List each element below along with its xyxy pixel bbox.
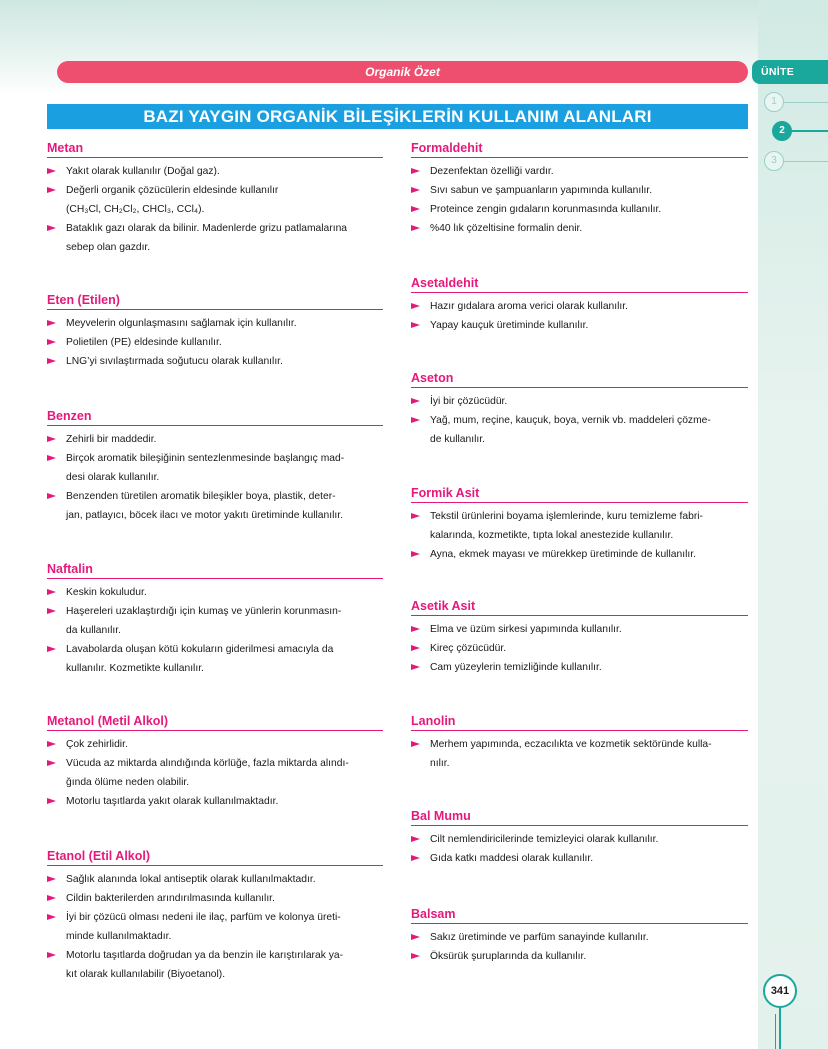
page-stem [779,1008,781,1049]
bullet-item [47,583,383,602]
bullet-item [411,507,748,526]
section-metanol-metil-alkol- [47,714,383,811]
unit-navigation [758,88,828,178]
item-text: Kireç çözücüdür. [430,643,507,654]
section-title: Eten (Etilen) [47,293,383,310]
bullet-item [411,928,748,947]
item-text: Çok zehirlidir. [66,739,128,750]
bullet-arrow-icon [411,303,420,309]
section-asetaldehit [411,276,748,335]
item-text: Cildin bakterilerden arındırılmasında kullanılır. [66,893,275,904]
item-text: %40 lık çözeltisine formalin denir. [430,223,583,234]
bullet-item [411,392,748,411]
item-text: Cam yüzeylerin temizliğinde kullanılır. [430,662,602,673]
bullet-arrow-icon [47,646,56,652]
section-bal-mumu [411,809,748,868]
bullet-arrow-icon [47,876,56,882]
bullet-arrow-icon [47,455,56,461]
item-text: Zehirli bir maddedir. [66,434,157,445]
bullet-arrow-icon [411,645,420,651]
item-text: da kullanılır. [66,625,121,636]
bullet-item [411,297,748,316]
bullet-item [47,449,383,468]
bullet-item-continuation [47,773,383,792]
item-text: Lavabolarda oluşan kötü kokuların giderilmesi amacıyla da [66,644,334,655]
section-title: Benzen [47,409,383,426]
side-label [772,790,792,950]
bullet-arrow-icon [411,934,420,940]
section-title: Aseton [411,371,748,388]
item-text: Benzenden türetilen aromatik bileşikler boya, plastik, deter- [66,491,336,502]
bullet-item-continuation [47,965,383,984]
item-text: Değerli organik çözücülerin eldesinde kullanılır [66,185,279,196]
bullet-item [47,314,383,333]
bullet-arrow-icon [47,339,56,345]
bullet-item-continuation [47,506,383,525]
item-text: Hazır gıdalara aroma verici olarak kullanılır. [430,301,629,312]
section-title: Etanol (Etil Alkol) [47,849,383,866]
bullet-arrow-icon [411,206,420,212]
bullet-arrow-icon [47,952,56,958]
item-text: Motorlu taşıtlarda yakıt olarak kullanılmaktadır. [66,796,279,807]
section-lanolin [411,714,748,773]
item-text: Bataklık gazı olarak da bilinir. Madenlerde grizu patlamalarına [66,223,348,234]
bullet-arrow-icon [47,358,56,364]
bullet-item [411,411,748,430]
section-naftalin [47,562,383,678]
bullet-arrow-icon [47,225,56,231]
section-etanol-etil-alkol- [47,849,383,984]
section-metan [47,141,383,257]
bullet-arrow-icon [411,187,420,193]
item-text: Gıda katkı maddesi olarak kullanılır. [430,853,594,864]
item-text: sebep olan gazdır. [66,242,151,253]
item-text: desi olarak kullanılır. [66,472,160,483]
section-aseton [411,371,748,449]
bullet-item [411,200,748,219]
item-text: kalarında, kozmetikte, tıpta lokal anestezide kullanılır. [430,530,674,541]
bullet-arrow-icon [47,436,56,442]
bullet-item-continuation [47,238,383,257]
bullet-item [411,316,748,335]
section-title: Asetik Asit [411,599,748,616]
bullet-arrow-icon [411,398,420,404]
bullet-arrow-icon [47,608,56,614]
item-text: Yapay kauçuk üretiminde kullanılır. [430,320,589,331]
section-title: Metanol (Metil Alkol) [47,714,383,731]
bullet-item [411,849,748,868]
bullet-arrow-icon [411,953,420,959]
bullet-item [47,754,383,773]
bullet-arrow-icon [47,168,56,174]
item-text: İyi bir çözücüdür. [430,396,508,407]
item-text: Sıvı sabun ve şampuanların yapımında kullanılır. [430,185,653,196]
bullet-item [47,352,383,371]
bullet-arrow-icon [47,798,56,804]
section-title: Formaldehit [411,141,748,158]
side-label-text [782,909,828,920]
bullet-arrow-icon [47,589,56,595]
bullet-arrow-icon [411,664,420,670]
bullet-item [411,545,748,564]
bullet-item [47,430,383,449]
section-benzen [47,409,383,525]
item-text: Keskin kokuludur. [66,587,147,598]
page-title: BAZI YAYGIN ORGANİK BİLEŞİKLERİN KULLANIM ALANLARI [47,104,748,129]
bullet-arrow-icon [47,741,56,747]
bullet-item [411,830,748,849]
item-text: Ayna, ekmek mayası ve mürekkep üretiminde de kullanılır. [430,549,696,560]
section-header: Organik Özet [57,61,748,83]
item-text: Vücuda az miktarda alındığında körlüğe, fazla miktarda alındı- [66,758,349,769]
bullet-item [47,640,383,659]
bullet-arrow-icon [47,895,56,901]
section-title: Formik Asit [411,486,748,503]
item-text: ğında ölüme neden olabilir. [66,777,190,788]
bullet-arrow-icon [47,760,56,766]
bullet-arrow-icon [411,855,420,861]
item-text: nılır. [430,758,450,769]
bullet-item [47,889,383,908]
bullet-item-continuation [47,659,383,678]
bullet-arrow-icon [411,322,420,328]
item-text: Birçok aromatik bileşiğinin sentezlenmesinde başlangıç mad- [66,453,345,464]
bullet-item-continuation [411,754,748,773]
bullet-item [47,908,383,927]
unit-3-button[interactable]: 3 [764,151,784,171]
bullet-item [47,181,383,200]
unit-tab[interactable]: ÜNİTE [752,60,828,84]
bullet-item [411,162,748,181]
bullet-item-continuation [47,621,383,640]
section-title: Metan [47,141,383,158]
item-text: de kullanılır. [430,434,485,445]
bullet-item-continuation [47,200,383,219]
section-asetik-asit [411,599,748,677]
item-text: Motorlu taşıtlarda doğrudan ya da benzin ile karıştırılarak ya- [66,950,344,961]
bullet-item-continuation [411,526,748,545]
bullet-arrow-icon [411,626,420,632]
item-text: Yakıt olarak kullanılır (Doğal gaz). [66,166,220,177]
page-number-badge [763,974,799,1049]
bullet-item [47,735,383,754]
item-text: Tekstil ürünlerini boyama işlemlerinde, kuru temizleme fabri- [430,511,703,522]
item-text: Meyvelerin olgunlaşmasını sağlamak için kullanılır. [66,318,297,329]
item-text: (CH₃Cl, CH₂Cl₂, CHCl₃, CCl₄). [66,204,205,215]
section-title: Balsam [411,907,748,924]
item-text: İyi bir çözücü olması nedeni ile ilaç, parfüm ve kolonya üreti- [66,912,341,923]
bullet-item [411,639,748,658]
bullet-arrow-icon [411,551,420,557]
item-text: Öksürük şuruplarında da kullanılır. [430,951,587,962]
item-text: kıt olarak kullanılabilir (Biyoetanol). [66,969,226,980]
bullet-item [47,219,383,238]
unit-2-button[interactable]: 2 [772,121,792,141]
item-text: LNG’yi sıvılaştırmada soğutucu olarak kullanılır. [66,356,283,367]
bullet-arrow-icon [47,493,56,499]
page-number: 341 [763,974,797,1008]
bullet-item-continuation [47,468,383,487]
section-formik-asit [411,486,748,564]
bullet-item [47,487,383,506]
item-text: Merhem yapımında, eczacılıkta ve kozmetik sektöründe kulla- [430,739,712,750]
item-text: Cilt nemlendiricilerinde temizleyici olarak kullanılır. [430,834,659,845]
bullet-item [411,620,748,639]
item-text: jan, patlayıcı, böcek ilacı ve motor yakıtı üretiminde kullanılır. [66,510,343,521]
section-title: Bal Mumu [411,809,748,826]
bullet-arrow-icon [411,741,420,747]
bullet-item [411,658,748,677]
section-eten-etilen- [47,293,383,371]
item-text: Dezenfektan özelliği vardır. [430,166,554,177]
bullet-arrow-icon [47,187,56,193]
section-title: Asetaldehit [411,276,748,293]
bullet-item [411,181,748,200]
section-formaldehit [411,141,748,238]
bullet-item [47,333,383,352]
item-text: kullanılır. Kozmetikte kullanılır. [66,663,204,674]
item-text: Yağ, mum, reçine, kauçuk, boya, vernik vb. maddeleri çözme- [430,415,711,426]
section-title: Naftalin [47,562,383,579]
bullet-item [47,870,383,889]
item-text: Sakız üretiminde ve parfüm sanayinde kullanılır. [430,932,649,943]
item-text: minde kullanılmaktadır. [66,931,172,942]
bullet-arrow-icon [47,320,56,326]
bullet-item [47,162,383,181]
bullet-item-continuation [47,927,383,946]
bullet-arrow-icon [411,168,420,174]
bullet-arrow-icon [47,914,56,920]
item-text: Proteince zengin gıdaların korunmasında kullanılır. [430,204,662,215]
bullet-arrow-icon [411,225,420,231]
bullet-item [411,219,748,238]
bullet-arrow-icon [411,836,420,842]
unit-1-button[interactable]: 1 [764,92,784,112]
bullet-item [47,792,383,811]
item-text: Sağlık alanında lokal antiseptik olarak kullanılmaktadır. [66,874,316,885]
bullet-item [411,947,748,966]
page-stem-thin [775,1014,776,1049]
section-title: Lanolin [411,714,748,731]
bullet-item-continuation [411,430,748,449]
bullet-item [411,735,748,754]
bullet-arrow-icon [411,417,420,423]
section-balsam [411,907,748,966]
bullet-item [47,946,383,965]
bullet-arrow-icon [411,513,420,519]
item-text: Haşereleri uzaklaştırdığı için kumaş ve yünlerin korunmasın- [66,606,342,617]
item-text: Elma ve üzüm sirkesi yapımında kullanılır. [430,624,622,635]
bullet-item [47,602,383,621]
item-text: Polietilen (PE) eldesinde kullanılır. [66,337,222,348]
